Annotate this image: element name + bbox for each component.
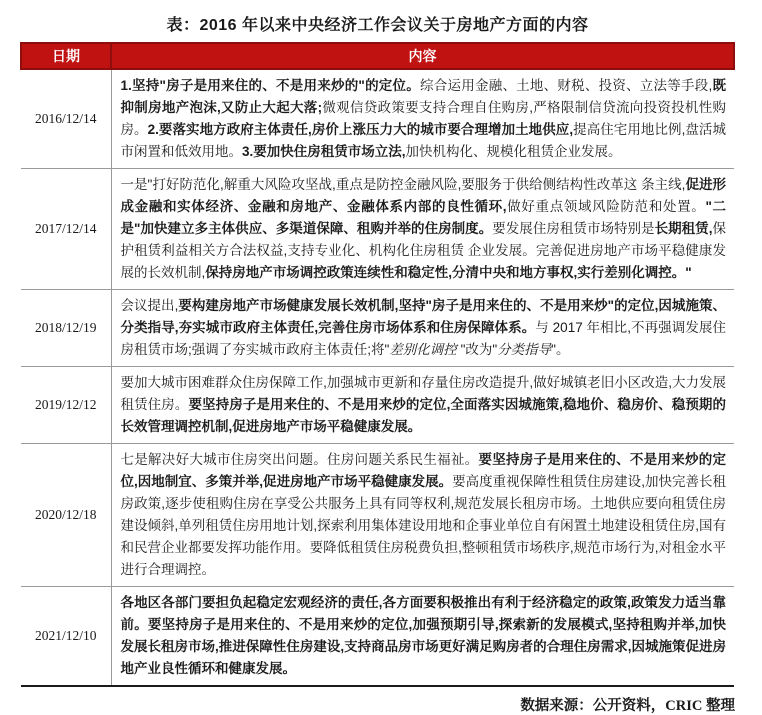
table-row <box>21 169 734 290</box>
content-segment: 加快机构化、规模化租赁企业发展。 <box>405 144 622 159</box>
table-row <box>21 69 734 169</box>
date-cell: 2017/12/14 <box>21 169 111 290</box>
content-segment: 既抑制房地产泡沫,又防止大起大落; <box>120 78 726 115</box>
content-cell <box>111 444 734 587</box>
table-title: 表：2016 年以来中央经济工作会议关于房地产方面的内容 <box>166 17 589 34</box>
content-segment: 要坚持房子是用来住的、不是用来炒的定位,全面落实因城施策,稳地价、稳房价、稳预期的长效管理调控机制,促进房地产市场平稳健康发展。 <box>120 397 726 434</box>
table-row <box>21 290 734 367</box>
table-header <box>21 43 734 69</box>
content-segment: 要构建房地产市场健康发展长效机制,坚持"房子是用来住的、不是用来炒"的定位,因城施策、分类指导,夯实城市政府主体责任,完善住房市场体系和住房保障体系。 <box>120 298 726 335</box>
content-column-header: 内容 <box>111 43 734 69</box>
header-row <box>21 43 734 69</box>
date-cell: 2019/12/12 <box>21 367 111 444</box>
table-row <box>21 587 734 687</box>
date-column-header: 日期 <box>21 43 111 69</box>
content-segment: "。 <box>551 342 570 357</box>
content-segment: 长期租赁, <box>654 221 713 236</box>
content-segment: 2.要落实地方政府主体责任,房价上涨压力大的城市要合理增加土地供应, <box>147 122 574 137</box>
content-segment: 一是"打好防范化,解重大风险攻坚战,重点是防控金融风险,要服务于供给侧结构性改革这 条主线, <box>120 177 686 192</box>
content-segment: 做好重点领域风险防范和处置。 <box>506 199 706 214</box>
content-segment: 差别化调控 <box>389 342 461 357</box>
content-segment: 保护租赁利益相关方合法权益,支持专业化、机构化住房租赁 企业发展。完善促进房地产市场平稳健康发展的长效机制, <box>120 221 726 280</box>
content-segment: 提高住宅用地比例,盘活城市闲置和低效用地。 <box>120 122 726 159</box>
table-row <box>21 367 734 444</box>
content-segment: 与 2017 年相比,不再强调发展住房租赁市场;强调了夯实城市政府主体责任;将" <box>120 320 726 357</box>
content-cell <box>111 587 734 687</box>
content-segment: 各地区各部门要担负起稳定宏观经济的责任,各方面要积极推出有利于经济稳定的政策,政策发力适当靠前。要坚持房子是用来住的、不是用来炒的定位,加强预期引导,探索新的发展模式,坚持租购并举,加快发展长租房市场,推进保障性住房建设,支持商品房市场更好满足购房者的合理住房需求,因城施策促进房地产业良性循环和健康发展。 <box>120 595 726 676</box>
content-segment: 促进形成金融和实体经济、金融和房地产、金融体系内部的良性循环, <box>120 177 727 214</box>
content-segment: 要高度重视保障性租赁住房建设,加快完善长租房政策,逐步使租购住房在享受公共服务上具有同等权利,规范发展长租房市场。土地供应要向租赁住房建设倾斜,单列租赁住房用地计划,探索利用集体建设用地和企事业单位自有闲置土地建设租赁住房,国有和民营企业都要发挥功能作用。要降低租赁住房税费负担,整顿租赁市场秩序,规范市场行为,对租金水平进行合理调控。 <box>120 474 726 577</box>
content-segment: 分类指导 <box>497 342 552 357</box>
content-segment: 综合运用金融、土地、财税、投资、立法等手段, <box>420 78 713 93</box>
content-segment: 要加大城市困难群众住房保障工作,加强城市更新和存量住房改造提升,做好城镇老旧小区改造,大力发展租赁住房。 <box>120 375 726 412</box>
date-cell: 2021/12/10 <box>21 587 111 687</box>
content-segment: "改为" <box>460 342 498 357</box>
content-cell <box>111 169 734 290</box>
date-cell: 2016/12/14 <box>21 69 111 169</box>
content-segment: 会议提出, <box>120 298 179 313</box>
content-cell <box>111 69 734 169</box>
content-segment: 保持房地产市场调控政策连续性和稳定性,分清中央和地方事权,实行差别化调控。" <box>205 265 692 280</box>
content-cell <box>111 290 734 367</box>
content-segment: 要发展住房租赁市场特别是 <box>492 221 655 236</box>
content-segment: 3.要加快住房租赁市场立法, <box>242 144 406 159</box>
content-segment: 1.坚持"房子是用来住的、不是用来炒的"的定位。 <box>120 78 421 93</box>
content-cell <box>111 367 734 444</box>
date-cell: 2020/12/18 <box>21 444 111 587</box>
table-row <box>21 444 734 587</box>
table-body <box>21 69 734 686</box>
content-segment: "二是"加快建立多主体供应、多渠道保障、租购并举的住房制度。 <box>120 199 727 236</box>
date-cell: 2018/12/19 <box>21 290 111 367</box>
policy-table <box>20 42 735 687</box>
data-source-note: 数据来源：公开资料，CRIC 整理 <box>520 698 735 714</box>
content-segment: 微观信贷政策要支持合理自住购房,严格限制信贷流向投资投机性购房。 <box>120 100 727 137</box>
content-segment: 七是解决好大城市住房突出问题。住房问题关系民生福祉。 <box>120 452 479 467</box>
content-segment: 要坚持房子是用来住的、不是用来炒的定位,因地制宜、多策并举,促进房地产市场平稳健康发展。 <box>120 452 726 489</box>
